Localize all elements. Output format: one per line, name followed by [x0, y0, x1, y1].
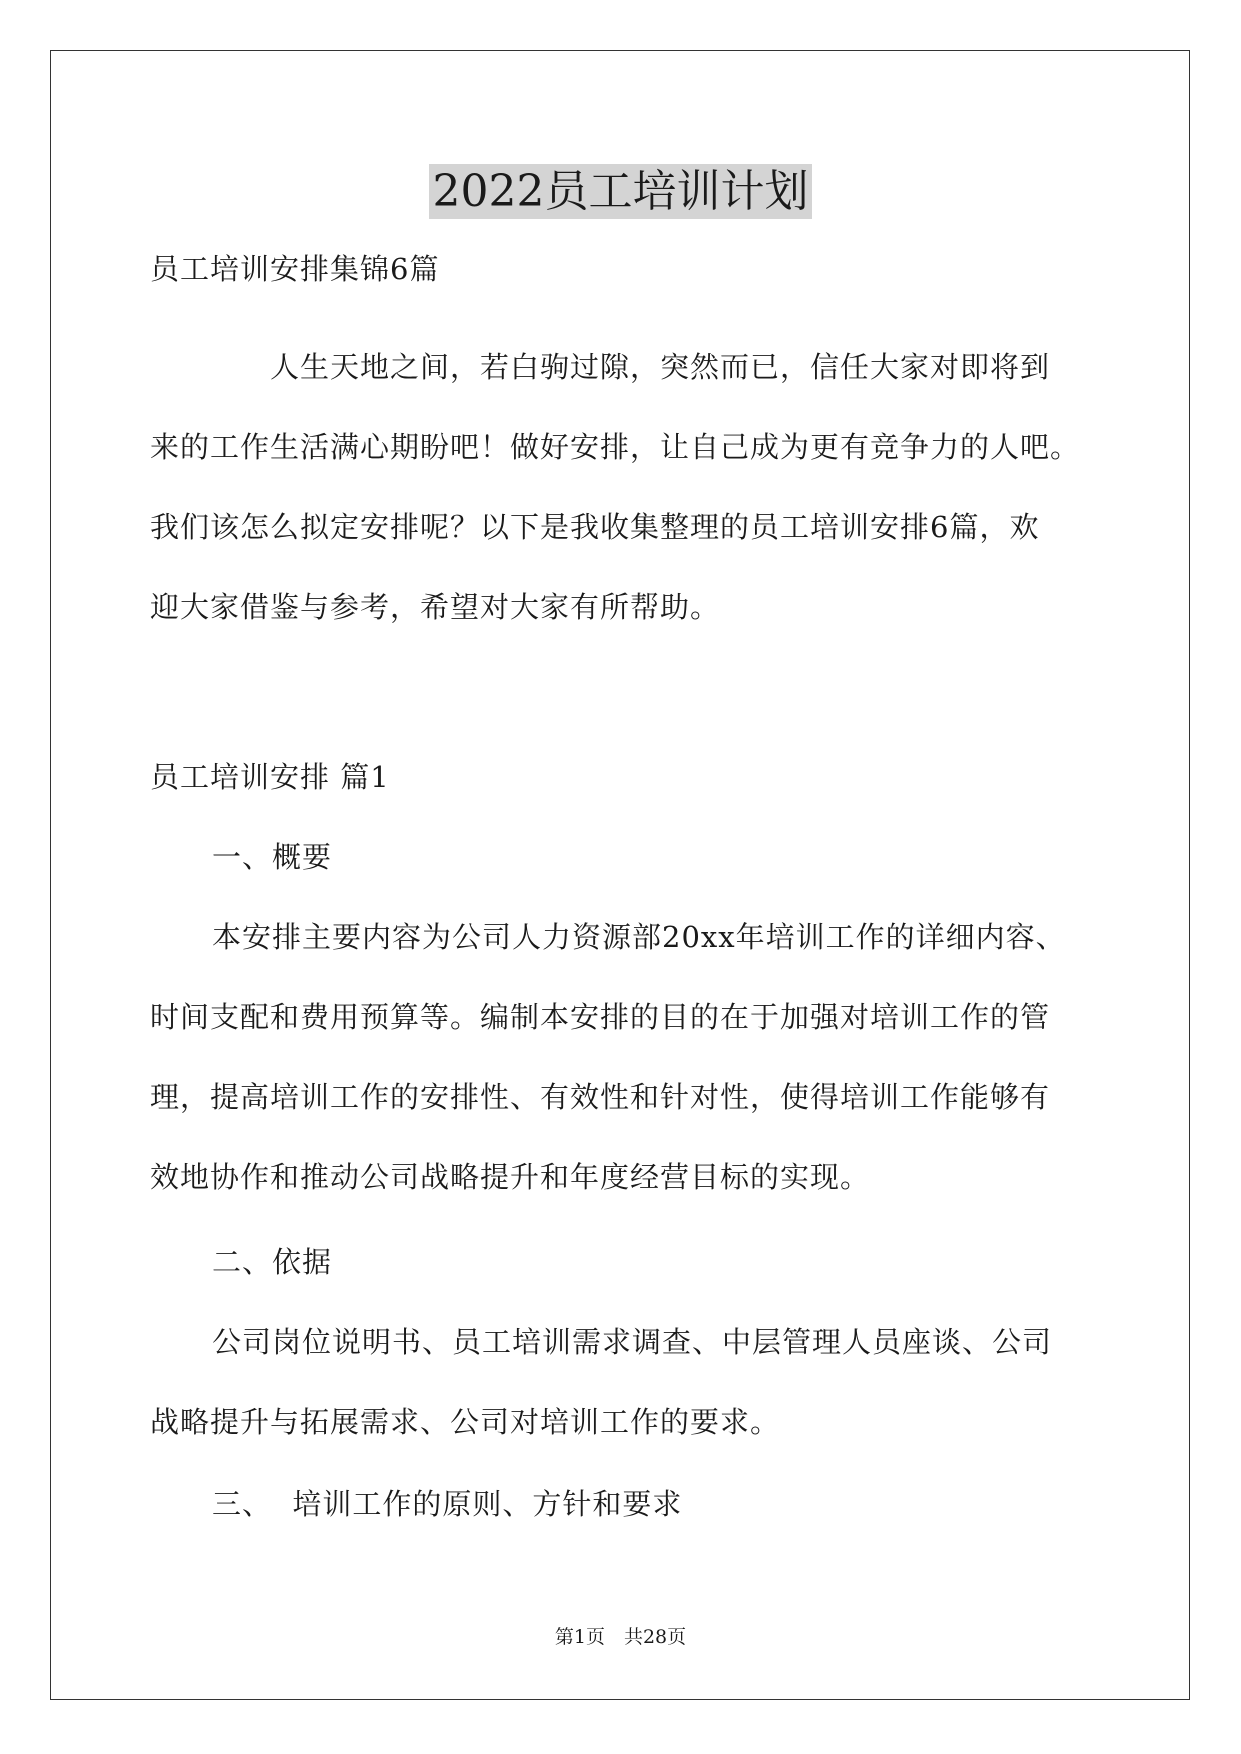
document-title-wrap — [0, 155, 1241, 219]
heading-basis: 二、依据 — [212, 1245, 333, 1279]
paragraph-line: 理，提高培训工作的安排性、有效性和针对性，使得培训工作能够有 — [150, 1080, 1051, 1114]
paragraph-line: 本安排主要内容为公司人力资源部20xx年培训工作的详细内容、 — [212, 920, 1066, 954]
paragraph-line: 公司岗位说明书、员工培训需求调查、中层管理人员座谈、公司 — [212, 1325, 1053, 1359]
paragraph-line: 效地协作和推动公司战略提升和年度经营目标的实现。 — [150, 1160, 871, 1194]
intro-line: 来的工作生活满心期盼吧！做好安排，让自己成为更有竞争力的人吧。 — [150, 430, 1081, 464]
heading-overview: 一、概要 — [212, 840, 333, 874]
document-subtitle: 员工培训安排集锦6篇 — [150, 252, 440, 286]
document-title: 2022员工培训计划 — [429, 164, 813, 219]
intro-line: 人生天地之间，若白驹过隙，突然而已，信任大家对即将到 — [270, 350, 1051, 384]
paragraph-line: 战略提升与拓展需求、公司对培训工作的要求。 — [150, 1405, 781, 1439]
page-footer: 第1页 共28页 — [554, 1626, 687, 1648]
paragraph-line: 时间支配和费用预算等。编制本安排的目的在于加强对培训工作的管 — [150, 1000, 1051, 1034]
heading-principles: 三、 培训工作的原则、方针和要求 — [212, 1487, 683, 1521]
intro-line: 迎大家借鉴与参考，希望对大家有所帮助。 — [150, 590, 721, 624]
section-heading: 员工培训安排 篇1 — [150, 760, 390, 794]
intro-line: 我们该怎么拟定安排呢？以下是我收集整理的员工培训安排6篇，欢 — [150, 510, 1040, 544]
